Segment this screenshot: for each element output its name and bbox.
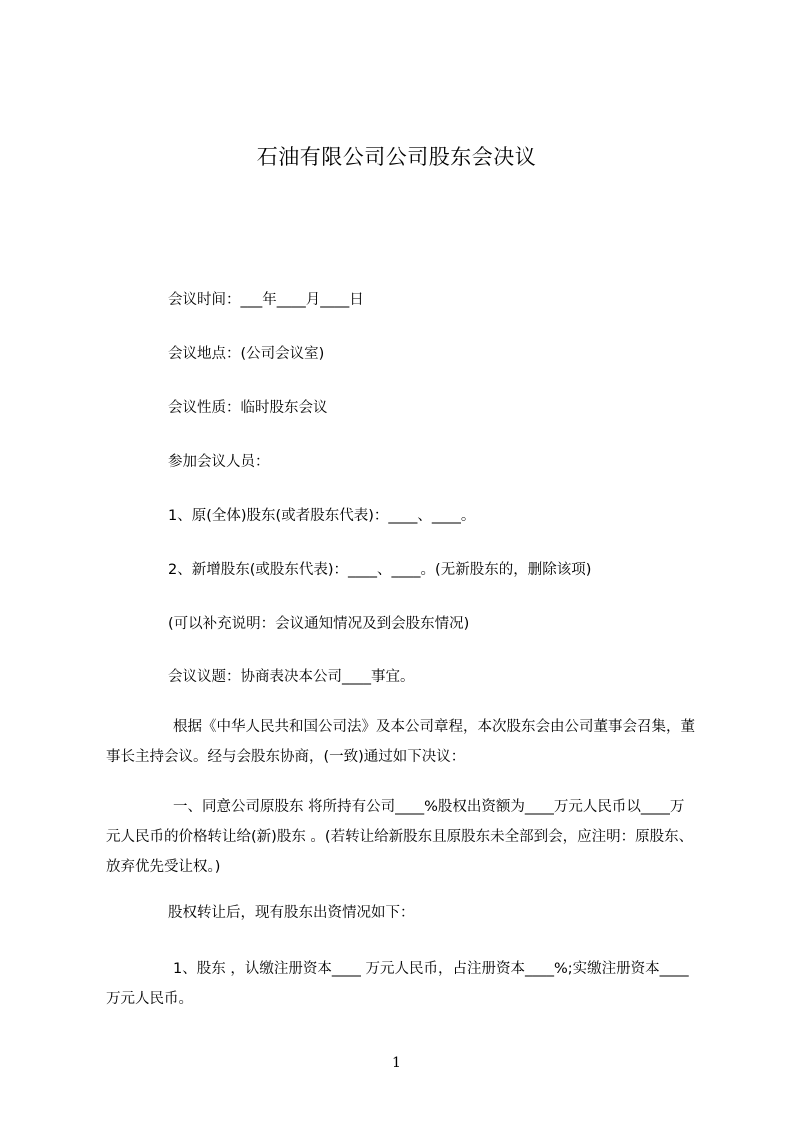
meeting-time: 会议时间：___年____月____日 [168,292,364,308]
meeting-place: 会议地点：(公司会议室) [168,346,325,362]
resolution-item-1: 一、同意公司原股东 将所持有公司____%股权出资额为____万元人民币以____万元人民币的价格转让给(新)股东 。(若转让给新股东且原股东未全部到会，应注明：原股东、放弃优先受让权。) [106,799,694,875]
meeting-nature: 会议性质：临时股东会议 [168,400,328,416]
after-transfer-heading: 股权转让后，现有股东出资情况如下： [168,905,415,921]
basis-paragraph: 根据《中华人民共和国公司法》及本公司章程，本次股东会由公司董事会召集，董事长主持会议。经与会股东协商，(一致)通过如下决议： [106,719,695,765]
attendees-label: 参加会议人员： [168,454,270,470]
shareholder-item-1: 1、股东 ，认缴注册资本____ 万元人民币，占注册资本____%;实缴注册资本____万元人民币。 [106,961,689,1007]
page-number: 1 [392,1055,401,1071]
supplement-note: (可以补充说明：会议通知情况及到会股东情况) [168,616,470,632]
document-title: 石油有限公司公司股东会决议 [256,145,537,169]
attendee-item-new-shareholders: 2、新增股东(或股东代表)：____、____。(无新股东的，删除该项) [168,562,592,578]
meeting-topic: 会议议题：协商表决本公司____事宜。 [168,669,415,685]
attendee-item-original-shareholders: 1、原(全体)股东(或者股东代表)：____、____。 [168,508,476,524]
